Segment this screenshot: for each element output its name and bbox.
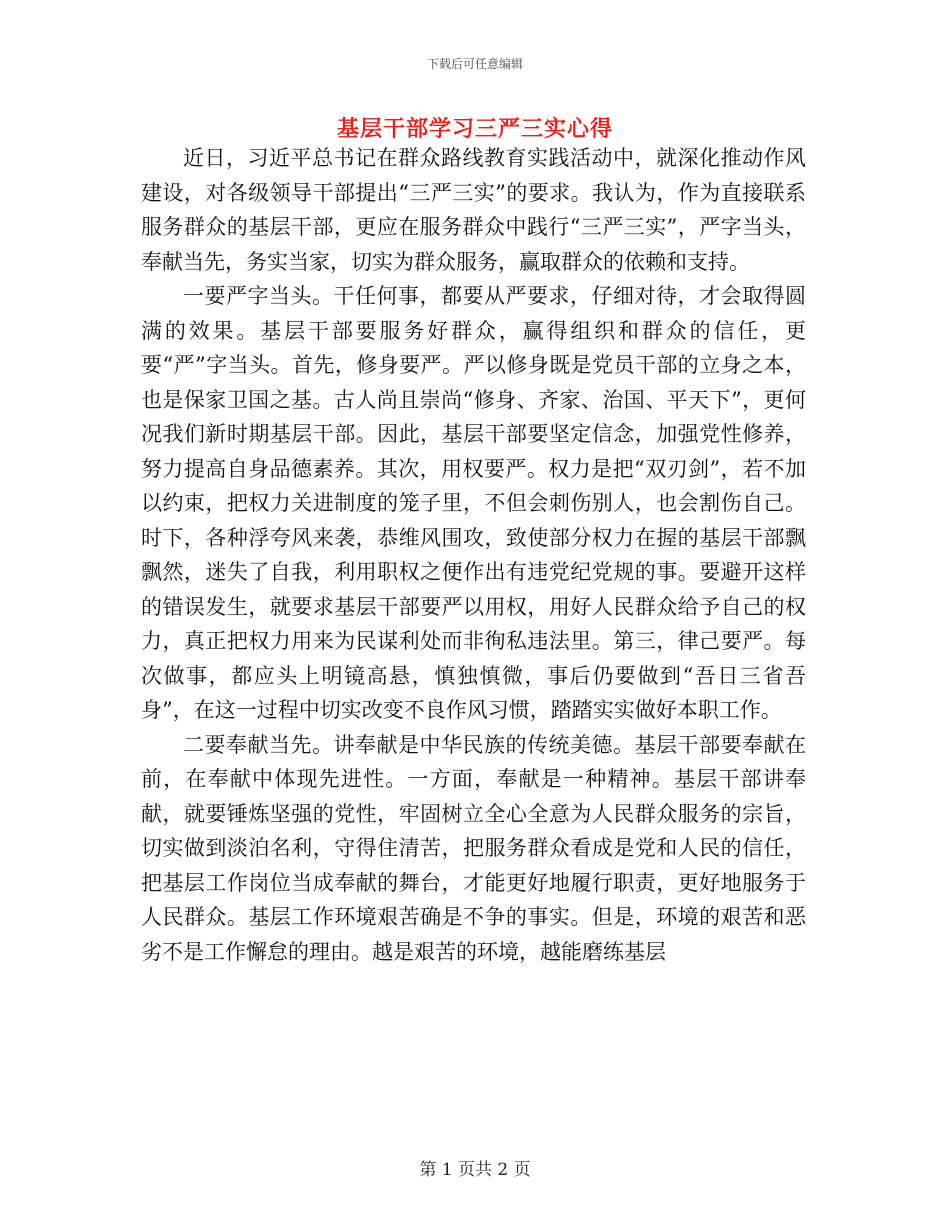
- paragraph-intro: 近日，习近平总书记在群众路线教育实践活动中，就深化推动作风建设，对各级领导干部提出“三严三实”的要求。我认为，作为直接联系服务群众的基层干部，更应在服务群众中践行“三严三实”，严字当头，奉献当先，务实当家，切实为群众服务，赢取群众的依赖和支持。: [141, 146, 806, 274]
- page-number: 第 1 页共 2 页: [419, 1160, 531, 1180]
- header-note: 下载后可任意编辑: [426, 57, 523, 71]
- document-title: 基层干部学习三严三实心得: [336, 116, 613, 142]
- document-body: [141, 141, 806, 969]
- paragraph-strict: 一要严字当头。干任何事，都要从严要求，仔细对待，才会取得圆满的效果。基层干部要服务好群众，赢得组织和群众的信任，更要“严”字当头。首先，修身要严。严以修身既是党员干部的立身之本，也是保家卫国之基。古人尚且崇尚“修身、齐家、治国、平天下”，更何况我们新时期基层干部。因此，基层干部要坚定信念，加强党性修养，努力提高自身品德素养。其次，用权要严。权力是把“双刃剑”，若不加以约束，把权力关进制度的笼子里，不但会刺伤别人，也会割伤自己。时下，各种浮夸风来袭，恭维风围攻，致使部分权力在握的基层干部飘飘然，迷失了自我，利用职权之便作出有违党纪党规的事。要避开这样的错误发生，就要求基层干部要严以用权，用好人民群众给予自己的权力，真正把权力用来为民谋利处而非徇私违法里。第三，律己要严。每次做事，都应头上明镜高悬，慎独慎微，事后仍要做到“吾日三省吾身”，在这一过程中切实改变不良作风习惯，踏踏实实做好本职工作。: [141, 284, 806, 722]
- paragraph-dedication: 二要奉献当先。讲奉献是中华民族的传统美德。基层干部要奉献在前，在奉献中体现先进性。一方面，奉献是一种精神。基层干部讲奉献，就要锤炼坚强的党性，牢固树立全心全意为人民群众服务的宗旨，切实做到淡泊名利，守得住清苦，把服务群众看成是党和人民的信任，把基层工作岗位当成奉献的舞台，才能更好地履行职责，更好地服务于人民群众。基层工作环境艰苦确是不争的事实。但是，环境的艰苦和恶劣不是工作懈怠的理由。越是艰苦的环境，越能磨练基层: [141, 732, 806, 964]
